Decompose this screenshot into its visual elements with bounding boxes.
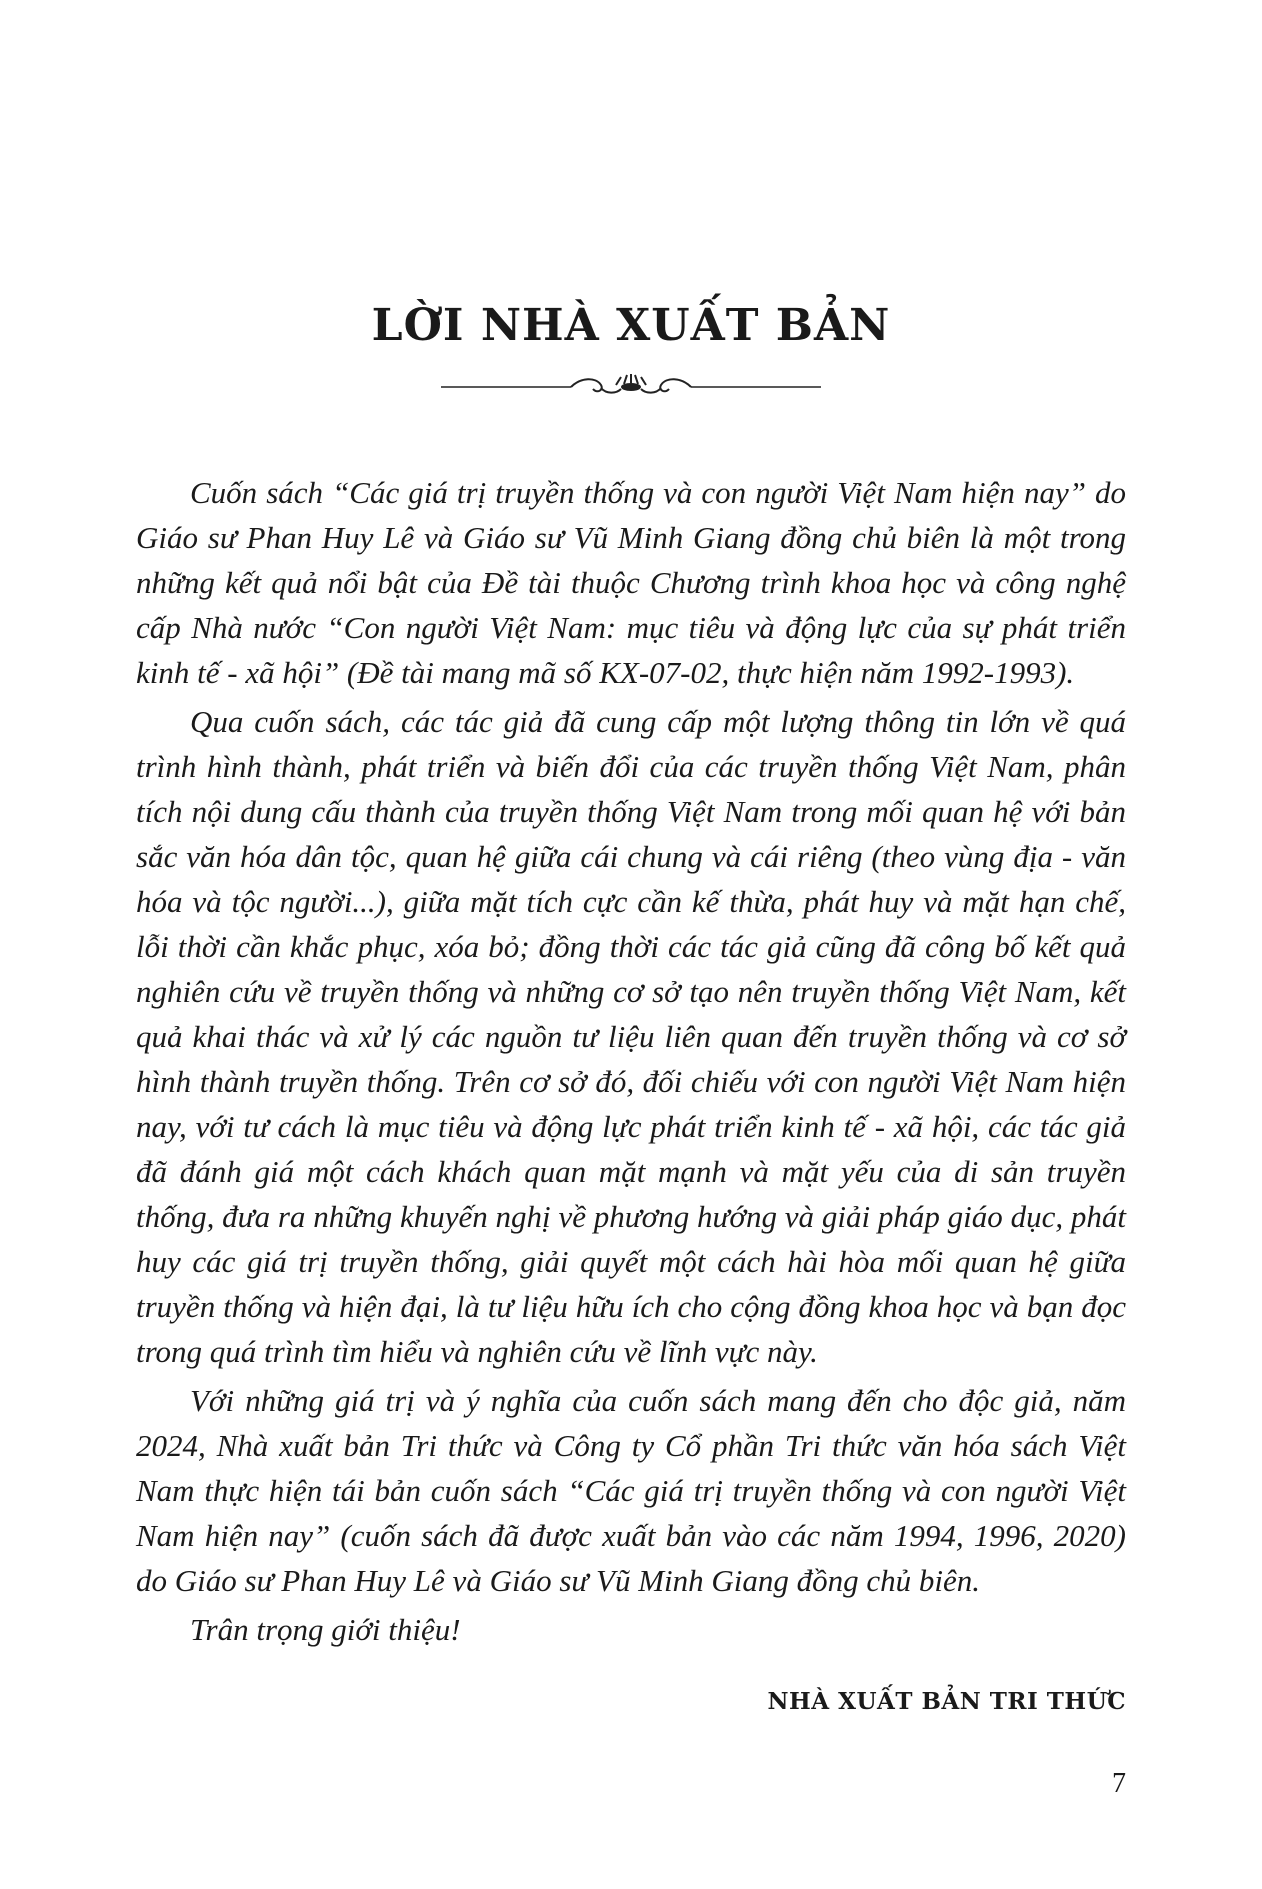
preface-body xyxy=(136,470,1126,1656)
paragraph-4: Trân trọng giới thiệu! xyxy=(190,1612,461,1647)
paragraph-2: Qua cuốn sách, các tác giả đã cung cấp một lượng thông tin lớn về quá trình hình thành, phát triển và biến đổi của các truyền thống Việt Nam, phân tích nội dung cấu thành của truyền thống Việt Nam trong mối quan hệ với bản sắc văn hóa dân tộc, quan hệ giữa cái chung và cái riêng (theo vùng địa - văn hóa và tộc người...), giữa mặt tích cực cần kế thừa, phát huy và mặt hạn chế, lỗi thời cần khắc phục, xóa bỏ; đồng thời các tác giả cũng đã công bố kết quả nghiên cứu về truyền thống và những cơ sở tạo nên truyền thống Việt Nam, kết quả khai thác và xử lý các nguồn tư liệu liên quan đến truyền thống và cơ sở hình thành truyền thống. Trên cơ sở đó, đối chiếu với con người Việt Nam hiện nay, với tư cách là mục tiêu và động lực phát triển kinh tế - xã hội, các tác giả đã đánh giá một cách khách quan mặt mạnh và mặt yếu của di sản truyền thống, đưa ra những khuyến nghị về phương hướng và giải pháp giáo dục, phát huy các giá trị truyền thống, giải quyết một cách hài hòa mối quan hệ giữa truyền thống và hiện đại, là tư liệu hữu ích cho cộng đồng khoa học và bạn đọc trong quá trình tìm hiểu và nghiên cứu về lĩnh vực này. xyxy=(136,704,1126,1369)
paragraph-3: Với những giá trị và ý nghĩa của cuốn sách mang đến cho độc giả, năm 2024, Nhà xuất bản Tri thức và Công ty Cổ phần Tri thức văn hóa sách Việt Nam thực hiện tái bản cuốn sách “Các giá trị truyền thống và con người Việt Nam hiện nay” (cuốn sách đã được xuất bản vào các năm 1994, 1996, 2020) do Giáo sư Phan Huy Lê và Giáo sư Vũ Minh Giang đồng chủ biên. xyxy=(136,1383,1126,1598)
ornament-divider xyxy=(441,372,821,402)
page-title: LỜI NHÀ XUẤT BẢN xyxy=(371,300,891,351)
publisher-signature: NHÀ XUẤT BẢN TRI THỨC xyxy=(767,1688,1126,1715)
page-number: 7 xyxy=(1112,1768,1126,1799)
paragraph-1: Cuốn sách “Các giá trị truyền thống và con người Việt Nam hiện nay” do Giáo sư Phan Huy Lê và Giáo sư Vũ Minh Giang đồng chủ biên là một trong những kết quả nổi bật của Đề tài thuộc Chương trình khoa học và công nghệ cấp Nhà nước “Con người Việt Nam: mục tiêu và động lực của sự phát triển kinh tế - xã hội” (Đề tài mang mã số KX-07-02, thực hiện năm 1992-1993). xyxy=(136,475,1126,690)
